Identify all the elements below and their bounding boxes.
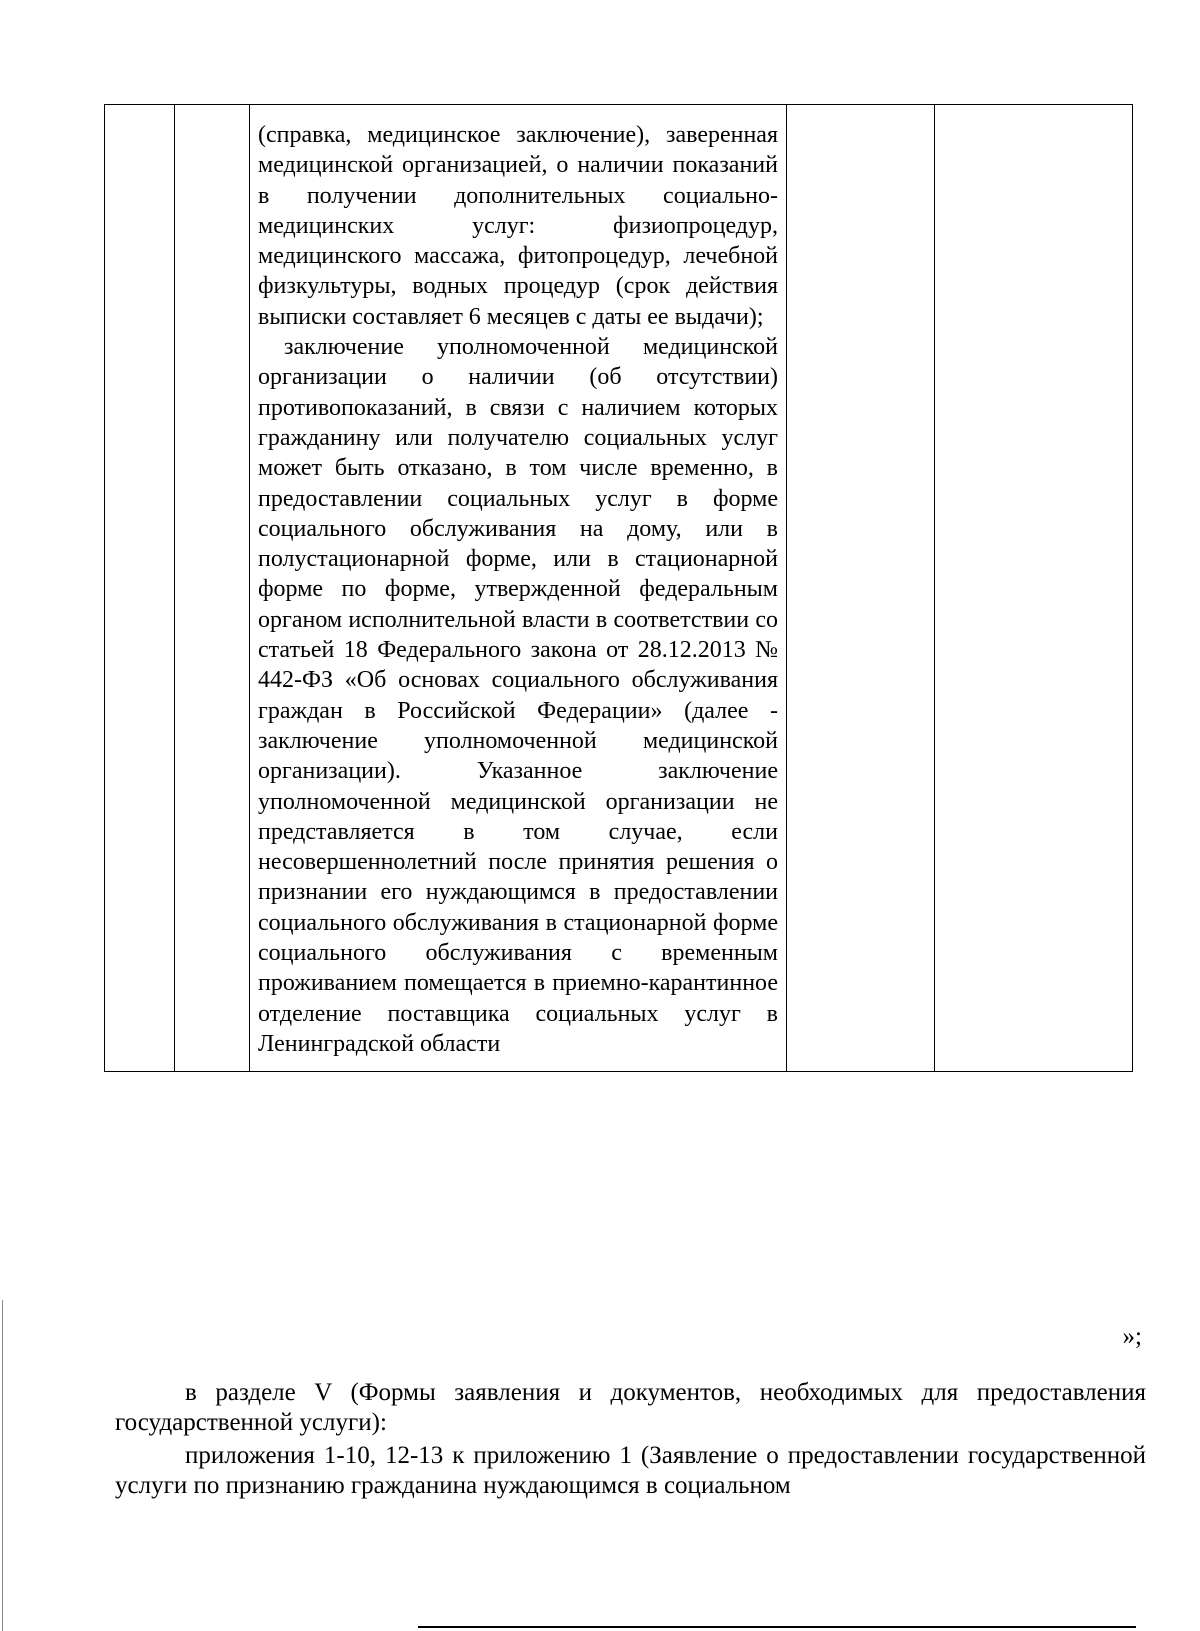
table-cell-number (105, 105, 175, 1072)
paragraph-text: в разделе V (Формы заявления и документов, необходимых для предоставления государственной услуги): (115, 1379, 1146, 1436)
body-paragraph (115, 1378, 1146, 1438)
cell-paragraph: (справка, медицинское заключение), заверенная медицинской организацией, о наличии показаний в получении дополнительных социально-медицинских услуг: физиопроцедур, медицинского массажа, фитопроцедур, лечебной физкультуры, водных процедур (срок действия выписки составляет 6 месяцев с даты ее выдачи); (258, 122, 778, 330)
requirements-table (104, 104, 1133, 1072)
paragraph-text: приложения 1-10, 12-13 к приложению 1 (Заявление о предоставлении государственной услуги по признанию гражданина нуждающимся в социальном (115, 1442, 1146, 1499)
scan-edge (2, 1300, 3, 1631)
cell-paragraph: заключение уполномоченной медицинской организации о наличии (об отсутствии) противопоказаний, в связи с наличием которых гражданину или получателю социальных услуг может быть отказано, в том числе временно, в предоставлении социальных услуг в форме социального обслуживания на дому, или в полустационарной форме, или в стационарной форме по форме, утвержденной федеральным органом исполнительной власти в соответствии со статьей 18 Федерального закона от 28.12.2013 № 442-ФЗ «Об основах социального обслуживания граждан в Российской Федерации» (далее - заключение уполномоченной медицинской организации). Указанное заключение уполномоченной медицинской организации не представляется в том случае, если несовершеннолетний после принятия решения о признании его нуждающимся в предоставлении социального обслуживания в стационарной форме социального обслуживания с временным проживанием помещается в приемно-карантинное отделение поставщика социальных услуг в Ленинградской области (258, 334, 778, 1057)
table-cell-empty (935, 105, 1133, 1072)
table-row (105, 105, 1133, 1072)
table-cell-documents (250, 105, 787, 1072)
body-paragraph (115, 1441, 1146, 1501)
table-cell-empty (787, 105, 935, 1072)
table-cell-code (175, 105, 250, 1072)
footer-rule (418, 1626, 1136, 1628)
closing-quote: »; (1122, 1323, 1142, 1350)
